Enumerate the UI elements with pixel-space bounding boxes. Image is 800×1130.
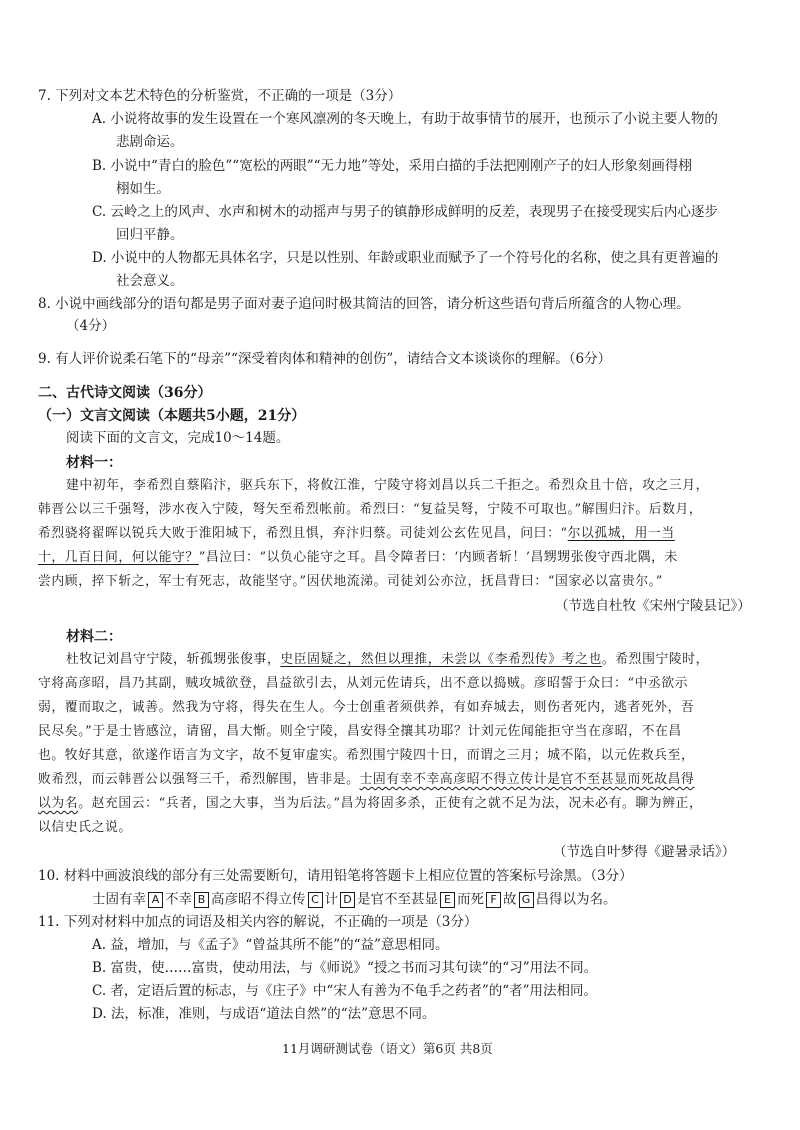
page-footer: 11月调研测试卷（语文）第6页 共8页 <box>282 1041 493 1056</box>
q11-option-b: B. 富贵，使……富贵，使动用法，与《师说》“授之书而习其句读”的“习”用法不同。 <box>92 960 598 976</box>
material2-line2: 守将高彦昭，昌乃其副，贼攻城欲登，昌益欲引去，从刘元佐请兵，出不意以捣贼。彦昭誓于众曰：“中丞欲示 <box>38 676 689 691</box>
mark-box-a[interactable]: A <box>148 892 163 908</box>
q7-option-a-line1: A. 小说将故事的发生设置在一个寒风凛冽的冬天晚上，有助于故事情节的展开，也预示了小说主要人物的 <box>92 111 718 127</box>
reading-instruction: 阅读下面的文言文，完成10～14题。 <box>66 430 290 446</box>
material2-line5: 也。牧好其意，欲遂作语言为文字，故不复审虚实。希烈围宁陵四十日，而谓之三月；城不陷，以元佐救兵至， <box>38 748 695 763</box>
material1-line5: 尝内顾，捽下斩之，军士有死志，故能坚守。”因伏地流涕。司徒刘公亦泣，抚昌背曰：“国家必以富贵尔。” <box>38 574 663 589</box>
material1-line3: 希烈骁将翟晖以锐兵大败于淮阳城下，希烈且惧，弃汴归蔡。司徒刘公玄佐见昌，问曰：“尔以孤城，用一当 <box>38 526 675 541</box>
material2-line4: 民尽矣。”于是士皆感泣，请留，昌大惭。则全宁陵，昌安得全攘其功耶？计刘元佐闻能拒守当在彦昭，不在昌 <box>38 724 682 739</box>
mark-box-b[interactable]: B <box>194 892 209 908</box>
material2-line6: 败希烈，而云韩晋公以强弩三千，希烈解围，皆非是。士固有幸不幸高彦昭不得立传计是官不至甚显而死故昌得 <box>38 772 695 787</box>
section-title: 二、古代诗文阅读（36分） <box>38 385 212 401</box>
q10-stem: 10. 材料中画波浪线的部分有三处需要断句，请用铅笔将答题卡上相应位置的答案标号涂黑。（3分） <box>38 868 633 884</box>
material1-underlined-2: 十，几百日间，何以能守？ <box>38 550 199 565</box>
q7-stem: 7. 下列对文本艺术特色的分析鉴赏，不正确的一项是（3分） <box>38 88 402 104</box>
mark-box-c[interactable]: C <box>308 892 323 908</box>
subsection-title: （一）文言文阅读（本题共5小题，21分） <box>38 408 306 424</box>
q10-sentence: 士固有幸 A 不幸 B 高彦昭不得立传 C 计 D 是官不至甚显 E 而死 F 故 G 昌得以为名。 <box>92 891 617 908</box>
material2-source: （节选自叶梦得《避暑录话》） <box>553 844 736 860</box>
material1-line1: 建中初年，李希烈自蔡陷汴，驱兵东下，将攸江淮，宁陵守将刘昌以兵二千拒之。希烈众且十倍，攻之三月， <box>66 478 710 493</box>
material2-wavy-1: 士固有幸不幸高彦昭不得立传计是官不至甚显而死故昌得 <box>359 772 695 787</box>
mark-box-g[interactable]: G <box>519 892 534 908</box>
q7-option-c-line2: 回归平静。 <box>116 227 184 243</box>
q8-line1: 8. 小说中画线部分的语句都是男子面对妻子追问时极其简洁的回答，请分析这些语句背后所蕴含的人物心理。 <box>38 296 690 312</box>
mark-box-e[interactable]: E <box>440 892 455 908</box>
material2-underlined-1: 史臣固疑之，然但以理推，未尝以《李希烈传》考之也 <box>280 652 602 667</box>
material2-line8: 以信史氏之说。 <box>38 820 132 835</box>
material2-label: 材料二： <box>66 629 122 645</box>
material2-line3: 弱，覆而取之，诚善。然我为守将，得失在生人。今士创重者须供养，有如弃城去，则伤者死内，逃者死外，吾 <box>38 700 695 715</box>
q11-option-d: D. 法，标准，准则，与成语“道法自然”的“法”意思不同。 <box>92 1006 436 1022</box>
material1-underlined-1: 尔以孤城，用一当 <box>567 526 675 541</box>
material1-line4: 十，几百日间，何以能守？”昌泣曰：“以负心能守之耳。昌令障者曰：‘内顾者斩！’昌甥甥张俊守西北隅，未 <box>38 550 678 565</box>
material1-source: （节选自杜牧《宋州宁陵县记》） <box>555 598 751 614</box>
q8-line2: （4分） <box>66 318 116 334</box>
q7-option-b-line1: B. 小说中“青白的脸色”“宽松的两眼”“无力地”等处，采用白描的手法把刚刚产子的妇人形象刻画得栩 <box>92 158 692 174</box>
material2-wavy-2: 以为名 <box>38 796 79 811</box>
q7-option-d-line2: 社会意义。 <box>116 273 184 289</box>
material2-line1: 杜牧记刘昌守宁陵，斩孤甥张俊事，史臣固疑之，然但以理推，未尝以《李希烈传》考之也。希烈围宁陵时， <box>66 652 710 667</box>
material1-line2: 韩晋公以三千强弩，涉水夜入宁陵，弩矢至希烈帐前。希烈曰：“复益吴弩，宁陵不可取也。”解围归汴。后数月， <box>38 502 703 517</box>
q7-option-c-line1: C. 云岭之上的风声、水声和树木的动摇声与男子的镇静形成鲜明的反差，表现男子在接受现实后内心逐步 <box>92 204 718 220</box>
mark-box-f[interactable]: F <box>486 892 501 908</box>
q11-stem: 11. 下列对材料中加点的词语及相关内容的解说，不正确的一项是（3分） <box>38 914 478 930</box>
q11-option-a: A. 益，增加，与《孟子》“曾益其所不能”的“益”意思相同。 <box>92 937 449 953</box>
mark-box-d[interactable]: D <box>340 892 355 908</box>
q9-line1: 9. 有人评价说柔石笔下的“母亲”“深受着肉体和精神的创伤”，请结合文本谈谈你的理解。（6分） <box>38 351 612 367</box>
material2-line7: 以为名。赵充国云：“兵者，国之大事，当为后法。”昌为将固多杀，正使有之就不足为法，况未必有。聊为辨正， <box>38 796 703 811</box>
q11-option-c: C. 者，定语后置的标志，与《庄子》中“宋人有善为不龟手之药者”的“者”用法相同。 <box>92 983 598 999</box>
q7-option-b-line2: 栩如生。 <box>116 181 170 197</box>
material1-label: 材料一： <box>66 455 122 471</box>
q7-option-d-line1: D. 小说中的人物都无具体名字，只是以性别、年龄或职业而赋予了一个符号化的名称，使之具有更普遍的 <box>92 250 719 266</box>
q7-option-a-line2: 悲剧命运。 <box>116 134 184 150</box>
